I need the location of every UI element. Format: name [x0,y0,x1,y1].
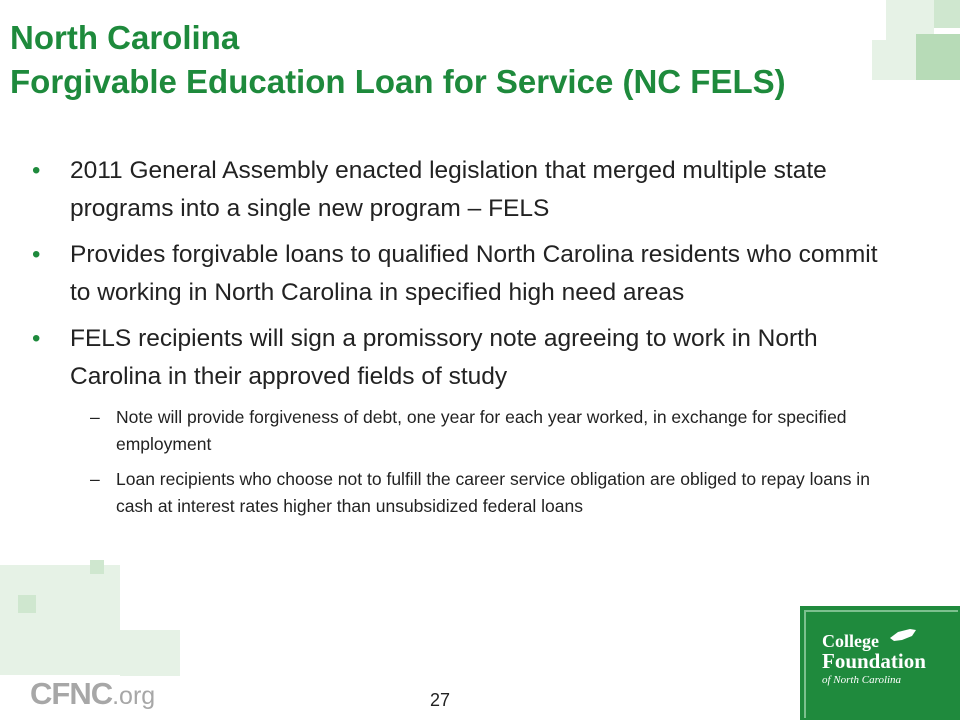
bullet-text: Provides forgivable loans to qualified North Carolina residents who commit to working in North Carolina in specified high need areas [70,241,878,306]
bullet-item [32,152,892,228]
page-number: 27 [429,690,451,710]
decor-square [18,595,36,613]
dash-icon: – [90,469,100,489]
brand-line-2: Foundation [822,649,926,673]
title-line-1: North Carolina [10,19,240,56]
bullet-item [32,320,892,396]
sub-bullet-text: Loan recipients who choose not to fulfill the career service obligation are obliged to repay loans in cash at interest rates higher than unsubsidized federal loans [116,469,870,516]
sub-bullet-item [32,466,892,520]
brand-line-1: College [822,631,879,651]
brand-text [822,632,952,686]
decor-square [90,560,104,574]
brand-line-3: of North Carolina [822,674,902,686]
bullet-dot-icon: • [32,241,41,268]
bullet-text: FELS recipients will sign a promissory note agreeing to work in North Carolina in their approved fields of study [70,325,818,390]
bullet-text: 2011 General Assembly enacted legislation that merged multiple state programs into a single new program – FELS [70,157,827,222]
cfnc-logo-main: CFNC [30,676,113,711]
bullet-dot-icon: • [32,157,41,184]
sub-bullet-item [32,404,892,458]
slide-title [10,16,950,104]
cfnc-logo-suffix: .org [112,682,156,710]
title-line-2: Forgivable Education Loan for Service (NC FELS) [10,63,786,100]
bullet-item [32,236,892,312]
sub-bullet-text: Note will provide forgiveness of debt, one year for each year worked, in exchange for specified employment [116,407,847,454]
bullet-list [32,152,892,528]
dash-icon: – [90,407,100,427]
bullet-dot-icon: • [32,325,41,352]
decor-square [120,630,180,676]
cfnc-logo [30,676,155,712]
decor-square [0,565,120,675]
